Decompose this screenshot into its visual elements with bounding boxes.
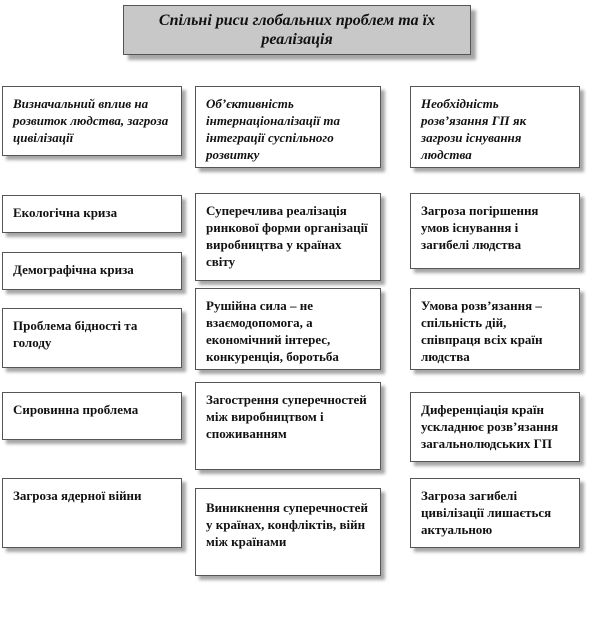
- col2-box-production-consumption: Загострення суперечностей між виробництвом і споживанням: [195, 382, 381, 470]
- col2-box-driving-force: Рушійна сила – не взаємодопомога, а економічний інтерес, конкуренція, боротьба: [195, 288, 381, 370]
- col3-box-threat-deterioration: Загроза погіршення умов існування і загибелі людства: [410, 193, 580, 269]
- header-box-objectivity: Об’єктивність інтернаціоналізації та інтеграції суспільного розвитку: [195, 86, 381, 168]
- col1-box-ecological-crisis: Екологічна криза: [2, 195, 182, 233]
- col1-box-poverty-hunger: Проблема бідності та голоду: [2, 308, 182, 368]
- col2-box-conflicts: Виникнення суперечностей у країнах, конфліктів, війн між країнами: [195, 488, 381, 576]
- header-box-necessity: Необхідність розв’язання ГП як загрози існування людства: [410, 86, 580, 168]
- col3-box-differentiation: Диференціація країн ускладнює розв’язання загальнолюдських ГП: [410, 392, 580, 462]
- col1-box-nuclear-war: Загроза ядерної війни: [2, 478, 182, 548]
- col3-box-threat-civilization: Загроза загибелі цивілізації лишається актуальною: [410, 478, 580, 548]
- col1-box-raw-materials: Сировинна проблема: [2, 392, 182, 440]
- header-box-global-impact: Визначальний вплив на розвиток людства, загроза цивілізації: [2, 86, 182, 156]
- col1-box-demographic-crisis: Демографічна криза: [2, 252, 182, 290]
- col2-box-market-form: Суперечлива реалізація ринкової форми організації виробництва у країнах світу: [195, 193, 381, 281]
- col3-box-cooperation: Умова розв’язання – спільність дій, співпраця всіх країн людства: [410, 288, 580, 370]
- diagram-title: Спільні риси глобальних проблем та їх реалізація: [123, 5, 471, 55]
